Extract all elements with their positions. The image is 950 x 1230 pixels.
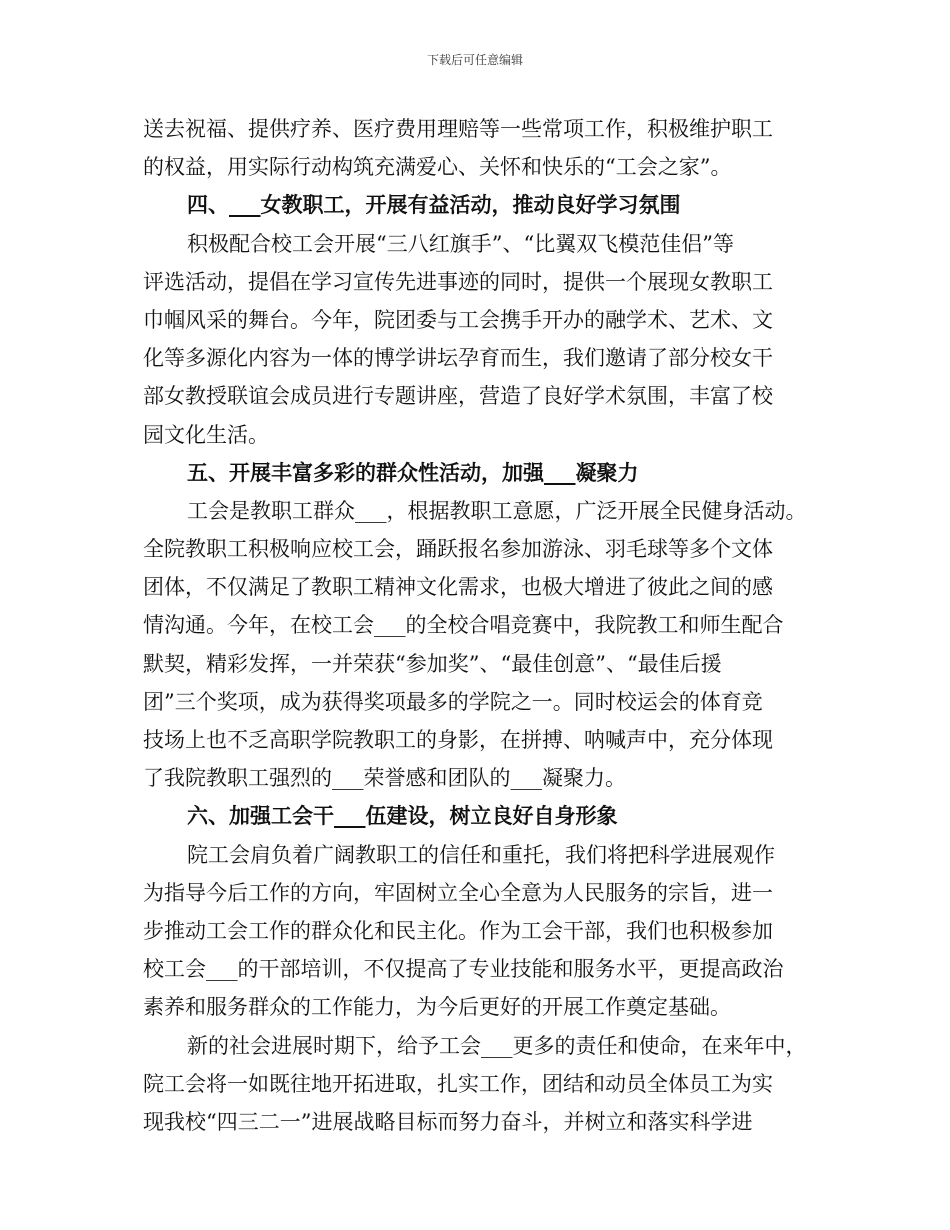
paragraph-line: 院工会将一如既往地开拓进取，扎实工作，团结和动员全体员工为实	[143, 1071, 773, 1096]
paragraph-line: 团体，不仅满足了教职工精神文化需求，也极大增进了彼此之间的感	[143, 575, 773, 600]
paragraph-line: 了我院教职工强烈的___荣誉感和团队的___凝聚力。	[143, 766, 626, 791]
paragraph-line: 巾帼风采的舞台。今年，院团委与工会携手开办的融学术、艺术、文	[143, 307, 773, 332]
paragraph-line: 默契，精彩发挥，一并荣获“参加奖”、“最佳创意”、“最佳后援	[143, 651, 722, 676]
section-heading: 四、___女教职工，开展有益活动，推动良好学习氛围	[187, 192, 681, 218]
section-heading: 六、加强工会干___伍建设，树立良好自身形象	[187, 803, 618, 829]
paragraph-line: 技场上也不乏高职学院教职工的身影，在拼搏、呐喊声中，充分体现	[143, 728, 773, 752]
paragraph-line: 为指导今后工作的方向，牢固树立全心全意为人民服务的宗旨，进一	[143, 880, 773, 905]
paragraph-first-line: 工会是教职工群众___，根据教职工意愿，广泛开展全民健身活动。	[187, 498, 807, 523]
paragraph-line: 送去祝福、提供疗养、医疗费用理赔等一些常项工作，积极维护职工	[143, 117, 773, 141]
paragraph-line: 团”三个奖项，成为获得奖项最多的学院之一。同时校运会的体育竞	[143, 689, 763, 714]
paragraph-line: 的权益，用实际行动构筑充满爱心、关怀和快乐的“工会之家”。	[143, 155, 732, 180]
paragraph-first-line: 积极配合校工会开展“三八红旗手”、“比翼双飞模范佳侣”等	[187, 231, 734, 256]
paragraph-line: 全院教职工积极响应校工会，踊跃报名参加游泳、羽毛球等多个文体	[143, 537, 773, 562]
paragraph-line: 化等多源化内容为一体的博学讲坛孕育而生，我们邀请了部分校女干	[143, 346, 773, 371]
paragraph-line: 情沟通。今年，在校工会___的全校合唱竞赛中，我院教工和师生配合	[143, 613, 784, 638]
paragraph-line: 现我校“四三二一”进展战略目标而努力奋斗，并树立和落实科学进	[143, 1109, 753, 1134]
paragraph-line: 园文化生活。	[143, 422, 269, 447]
paragraph-first-line: 新的社会进展时期下，给予工会___更多的责任和使命，在来年中，	[187, 1033, 807, 1058]
paragraph-line: 部女教授联谊会成员进行专题讲座，营造了良好学术氛围，丰富了校	[143, 384, 773, 409]
section-heading: 五、开展丰富多彩的群众性活动，加强___凝聚力	[187, 459, 639, 485]
paragraph-line: 步推动工会工作的群众化和民主化。作为工会干部，我们也积极参加	[143, 918, 773, 943]
document-body	[143, 110, 823, 1141]
paragraph-line: 素养和服务群众的工作能力，为今后更好的开展工作奠定基础。	[143, 995, 731, 1020]
page-header: 下载后可任意编辑	[426, 53, 523, 67]
paragraph-line: 校工会___的干部培训，不仅提高了专业技能和服务水平，更提高政治	[143, 957, 784, 982]
paragraph-line: 评选活动，提倡在学习宣传先进事迹的同时，提供一个展现女教职工	[143, 269, 773, 294]
paragraph-first-line: 院工会肩负着广阔教职工的信任和重托，我们将把科学进展观作	[187, 842, 775, 867]
